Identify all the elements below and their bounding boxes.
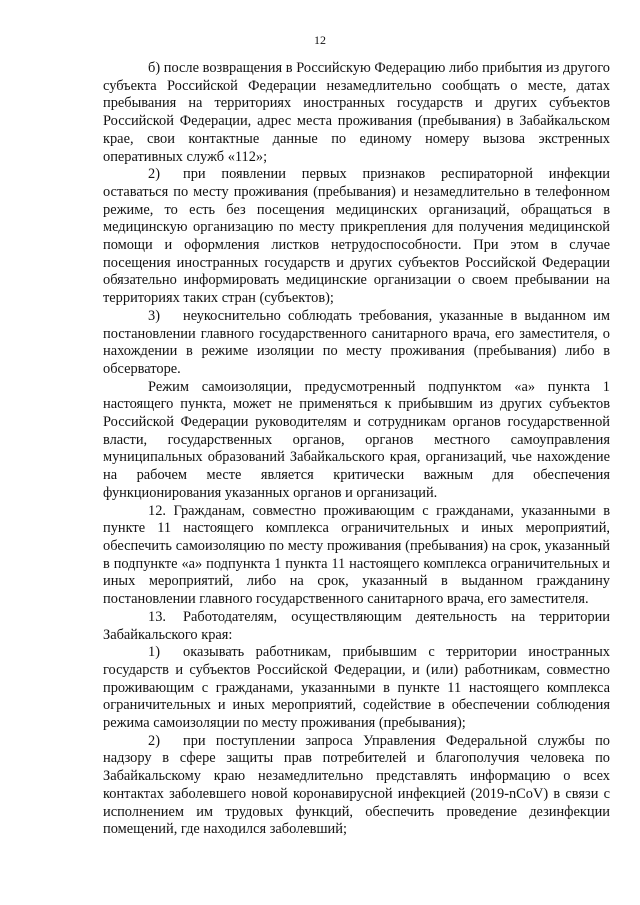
list-item-number: 2) xyxy=(148,166,160,183)
list-item-3-requirements xyxy=(103,308,610,379)
list-item-number: 1) xyxy=(148,644,160,661)
paragraph-point-13 xyxy=(103,609,610,644)
paragraph-subitem-b: б) после возвращения в Российскую Федерацию либо прибытия из другого субъекта Российской Федерации незамедлительно сообщать о месте, датах пребывания на территориях иностранных государств и других субъектов Российской Федерации, адрес места проживания (пребывания) в Забайкальском крае, свои контактные данные по единому номеру вызова экстренных оперативных служб «112»; xyxy=(103,60,614,165)
list-item-text: Работодателям, осуществляющим деятельность на территории Забайкальского края: xyxy=(103,608,610,643)
list-item-text: неукоснительно соблюдать требования, указанные в выданном им постановлении главного государственного санитарного врача, его заместителя, о нахождении в режиме изоляции по месту проживания (пребывания) либо в обсерваторе. xyxy=(103,307,610,377)
list-item-text: при поступлении запроса Управления Федеральной службы по надзору в сфере защиты прав потребителей и благополучия человека по Забайкальскому краю незамедлительно представлять информацию о всех контактах заболевшего новой коронавирусной инфекцией (2019-nCoV) в связи с исполнением им трудовых функций, обеспечить проведение дезинфекции помещений, где находился заболевший; xyxy=(103,732,610,838)
list-item-text: при появлении первых признаков респираторной инфекции оставаться по месту проживания (пребывания) и незамедлительно в телефонном режиме, то есть без посещения медицинских организаций, обращаться в медицинскую организацию по месту прикрепления для получения медицинской помощи и оформления листков нетрудоспособности. При этом в случае посещения иностранных государств и других субъектов Российской Федерации обязательно информировать медицинские организации о своем пребывании на территориях таких стран (субъектов); xyxy=(103,166,610,307)
paragraph-self-isolation-regime: Режим самоизоляции, предусмотренный подпунктом «а» пункта 1 настоящего пункта, может не применяться к прибывшим из других субъектов Российской Федерации руководителям и сотрудникам органов государственной власти, государственных органов, органов местного самоуправления муниципальных образований Забайкальского края, организаций, чье нахождение на рабочем месте является критически важным для обеспечения функционирования указанных органов и организаций. xyxy=(103,378,614,501)
list-item-1-assist-workers xyxy=(103,644,610,733)
list-item-text: оказывать работникам, прибывшим с территории иностранных государств и субъектов Российской Федерации, и (или) работникам, совместно проживающим с гражданами, указанными в пункте 11 настоящего комплекса ограничительных и иных мероприятий, содействие в обеспечении соблюдения режима самоизоляции по месту проживания (пребывания); xyxy=(103,644,610,732)
list-item-number: 3) xyxy=(148,307,160,324)
list-item-2-respiratory xyxy=(103,166,610,308)
list-item-number: 2) xyxy=(148,732,160,749)
list-item-2-inform-contacts xyxy=(103,733,610,839)
paragraph-point-12: 12. Гражданам, совместно проживающим с гражданами, указанными в пункте 11 настоящего комплекса ограничительных и иных мероприятий, обеспечить самоизоляцию по месту проживания (пребывания) на срок, указанный в подпункте «а» подпункта 1 пункта 11 настоящего комплекса ограничительных и иных мероприятий, либо на срок, указанный в выданном гражданину постановлении главного государственного санитарного врача, его заместителя. xyxy=(103,502,614,608)
page-number: 12 xyxy=(314,33,326,47)
list-item-number: 13. xyxy=(148,608,166,625)
document-body xyxy=(103,60,614,839)
